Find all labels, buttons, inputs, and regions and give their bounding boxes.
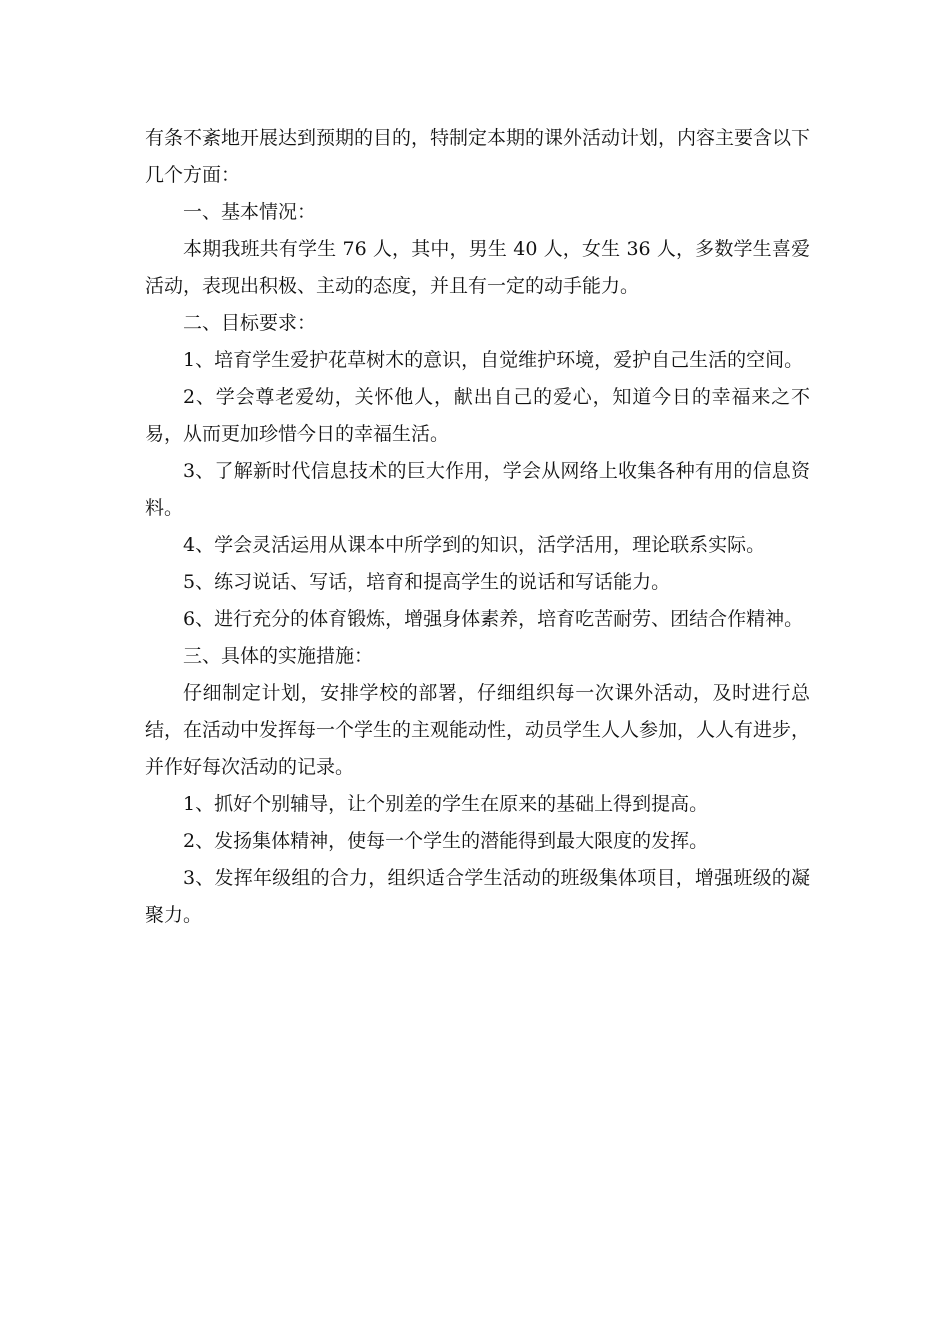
heading-goals: 二、目标要求： [183,312,317,334]
heading-measures: 三、具体的实施措施： [183,645,374,667]
paragraph-measures: 仔细制定计划，安排学校的部署，仔细组织每一次课外活动，及时进行总结，在活动中发挥每一个学生的主观能动性，动员学生人人参加，人人有进步，并作好每次活动的记录。 [145,682,811,778]
goal-item-3: 3、了解新时代信息技术的巨大作用，学会从网络上收集各种有用的信息资料。 [145,460,810,519]
goal-item-4: 4、学会灵活运用从课本中所学到的知识，活学活用，理论联系实际。 [183,534,766,556]
goal-item-2: 2、学会尊老爱幼，关怀他人，献出自己的爱心，知道今日的幸福来之不易，从而更加珍惜今日的幸福生活。 [145,386,810,445]
paragraph-intro: 有条不紊地开展达到预期的目的，特制定本期的课外活动计划，内容主要含以下几个方面： [145,127,811,186]
document-body [145,120,810,934]
goal-item-6: 6、进行充分的体育锻炼，增强身体素养，培育吃苦耐劳、团结合作精神。 [183,608,804,630]
measure-item-1: 1、抓好个别辅导，让个别差的学生在原来的基础上得到提高。 [183,793,709,815]
heading-basic-situation: 一、基本情况： [183,201,317,223]
measure-item-2: 2、发扬集体精神，使每一个学生的潜能得到最大限度的发挥。 [183,830,709,852]
measure-item-3: 3、发挥年级组的合力，组织适合学生活动的班级集体项目，增强班级的凝聚力。 [145,867,810,926]
goal-item-5: 5、练习说话、写话，培育和提高学生的说话和写话能力。 [183,571,671,593]
paragraph-basic-situation: 本期我班共有学生 76 人，其中，男生 40 人，女生 36 人，多数学生喜爱活动，表现出积极、主动的态度，并且有一定的动手能力。 [145,238,810,297]
goal-item-1: 1、培育学生爱护花草树木的意识，自觉维护环境，爱护自己生活的空间。 [183,349,804,371]
